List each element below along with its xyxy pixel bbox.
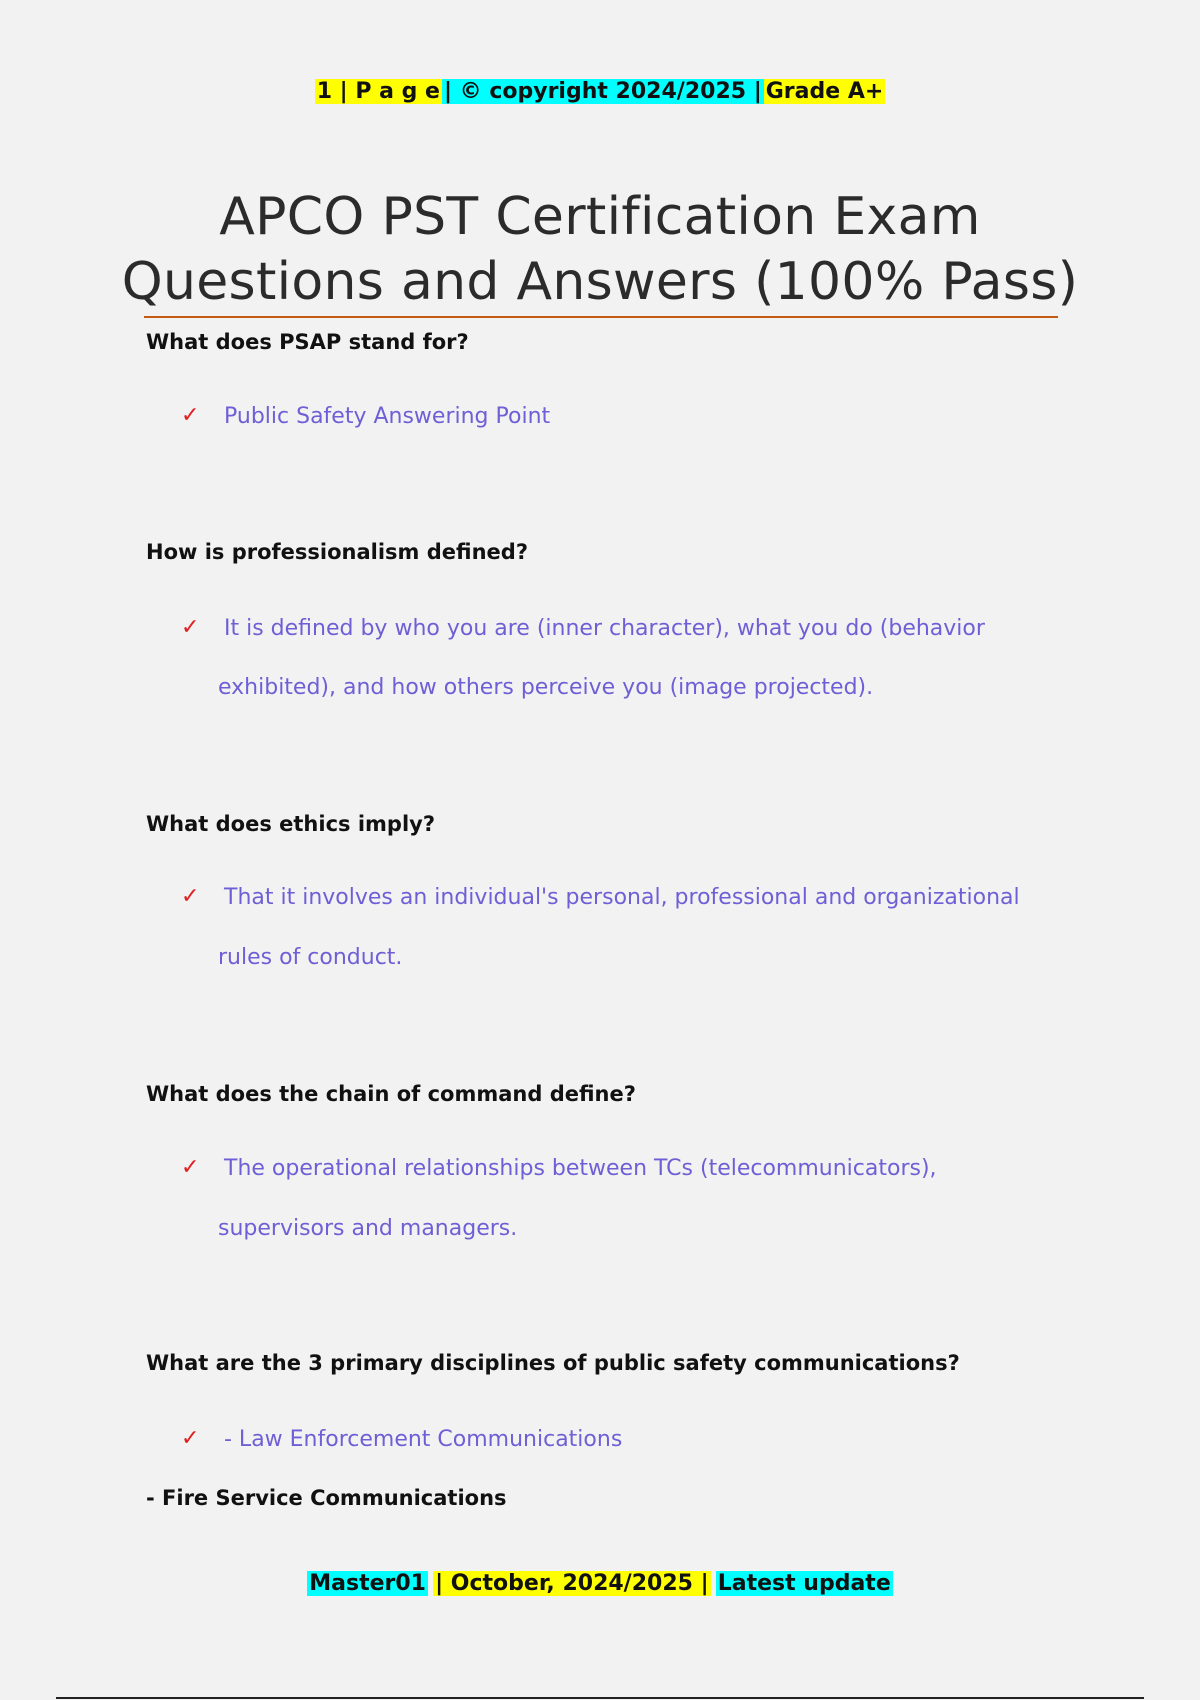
document-title-line-2: Questions and Answers (100% Pass): [121, 252, 1079, 312]
check-icon: ✓: [181, 884, 200, 909]
check-icon: ✓: [181, 403, 200, 428]
document-title-line-1: APCO PST Certification Exam: [219, 187, 981, 247]
title-divider: [144, 316, 1058, 318]
update-label: Latest update: [717, 1571, 891, 1596]
page-number: 1 | P a g e: [316, 79, 440, 104]
answer-1-line-1: Public Safety Answering Point: [224, 404, 551, 429]
check-icon: ✓: [181, 615, 200, 640]
date-label: | October, 2024/2025 |: [435, 1571, 709, 1596]
answer-2-line-2: exhibited), and how others perceive you (image projected).: [218, 675, 874, 700]
question-2: How is professionalism defined?: [146, 540, 528, 564]
question-3: What does ethics imply?: [146, 812, 436, 836]
answer-5-line-1: - Law Enforcement Communications: [224, 1427, 623, 1452]
page-header: [0, 75, 1200, 109]
answer-3-line-1: That it involves an individual's personal, professional and organizational: [224, 885, 1020, 910]
page-footer: [0, 1567, 1200, 1601]
grade-badge: Grade A+: [765, 79, 884, 104]
answer-4-line-1: The operational relationships between TCs (telecommunicators),: [224, 1156, 937, 1181]
question-5: What are the 3 primary disciplines of public safety communications?: [146, 1351, 960, 1375]
answer-5-continuation: - Fire Service Communications: [146, 1486, 507, 1510]
answer-2-line-1: It is defined by who you are (inner character), what you do (behavior: [224, 616, 985, 641]
answer-4-line-2: supervisors and managers.: [218, 1216, 518, 1241]
question-1: What does PSAP stand for?: [146, 330, 469, 354]
question-4: What does the chain of command define?: [146, 1082, 636, 1106]
author-label: Master01: [309, 1571, 426, 1596]
answer-3-line-2: rules of conduct.: [218, 945, 403, 970]
check-icon: ✓: [181, 1426, 200, 1451]
check-icon: ✓: [181, 1155, 200, 1180]
copyright-text: | © copyright 2024/2025 |: [443, 79, 762, 104]
page-bottom-border: [56, 1697, 1144, 1699]
